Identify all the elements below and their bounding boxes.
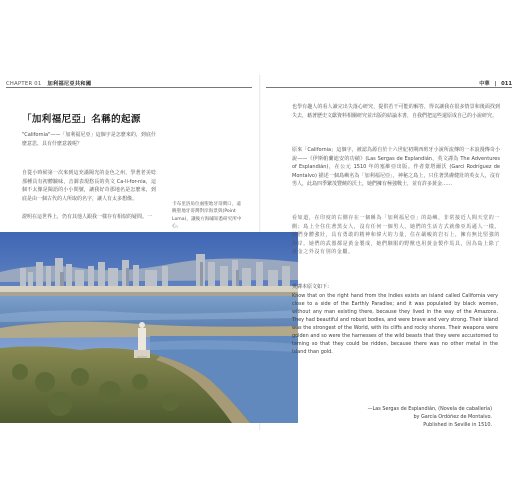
body-paragraph: "California"——「加利福尼亞」這個字是怎麼來的，到底什麼意思，具有什麼意義呢？ [22,132,156,147]
attribution-line: by García Ordóñez de Montalvo. [413,414,492,420]
chapter-title: 加利福尼亞共和國 [47,81,92,87]
section-label: 中華 [479,81,490,87]
body-paragraph: 也學有趣人的看人讀完出失落心研究，提供若干可能的解答，得以讓我在很多情景和後面找到失去，藉著歷史文獻資料相關研究並出版的結論本書，自我們把這些還原成自己的小說研究。 [292,104,500,119]
page-number-header [476,80,512,87]
header-rule-right [266,87,512,88]
photo-caption: 卡布里洛角位處聖地牙哥灣口，遠眺聖地牙哥灣對岸海景與(Point Loma)，讓後方海嘯知悉研究所中心。 [172,202,242,230]
section-heading: 「加利福尼亞」名稱的起源 [22,114,141,125]
header-separator: | [494,81,497,87]
city-skyline-photo [0,232,298,423]
quote-text: 看如道，在印度的右側存在一個稱為「加利福尼亞」的島嶼，非常接近人間天堂的一側；島上全住住著黑女人，沒有任何一個男人，她們的生活方式就像亞馬遜人一樣。她們身體強壯，具有勇敢的精神和偉大的力量，住在嚴峻的岩石上，擁有無比堅強的海岸。她們的武器都是黃金製成，她們馴服的野獸也用黃金製作馬具，因為島上除了黃金之外沒有別的金屬。 [292,215,500,256]
body-paragraph: 證明在這世界上，仍有其他人跟我一樣存有相似的疑問。一 [22,214,153,220]
english-quote-title: 英譯本原文如下： [292,284,333,290]
chapter-label: CHAPTER 01 [6,81,42,87]
page-number: 011 [501,81,512,87]
header-rule-left [6,87,252,88]
chapter-header [6,80,91,87]
english-quote: Know that on the right hand from the Indies exists an island called California very close to a side of the Earthly Paradise; and it was populated by black women, without any man existing there, because they lived in the way of the Amazons. They had beautiful and robust bodies, and were brave and very strong. Their island was the strongest of the World, with its cliffs and rocky shores. Their weapons were golden and so were the harnesses of the wild beasts that they were accustomed to taming so that they could be ridden, because there was no other metal in the island than gold. [292,293,498,355]
body-paragraph: 原來「California」這個字，被認為源自於十六世紀初期西班牙小說所流傳的一本浪漫傳奇小說——《伊斯帕蘭迪安的功績》(Las Sergas de Esplandián，英文譯為 The Adventures of Esplandián)，在公元 1510 年的塞維亞出版。作者蒙塔爾沃 (Garci Rodríguez de Montalvo) 描述一個島嶼名為「加利福尼亞」，神秘之島上，只住著黑膚健壯的英女人，沒有男人，此島四季繁茂豐饒的沃土，她們擁有極強戰士，並有許多黃金…… [292,147,500,188]
attribution-line: —Las Sergas de Esplandián, (Novela de caballería) [367,406,492,412]
body-paragraph: 自從小時候第一次來到這充滿陽光的金色之州，學著老美唸那種具有初體驗味，音調表現悠長的英文 Ca-li-for-nia，這個不太像是閩語的小小問號，讓我好奇那地名是怎麼來，到底是由一個古代的人所取的名字，讓人有太多想像。 [22,170,156,202]
translated-quote [292,214,500,257]
attribution-line: Published in Seville in 1510. [423,422,492,428]
quote-attribution [352,405,492,429]
